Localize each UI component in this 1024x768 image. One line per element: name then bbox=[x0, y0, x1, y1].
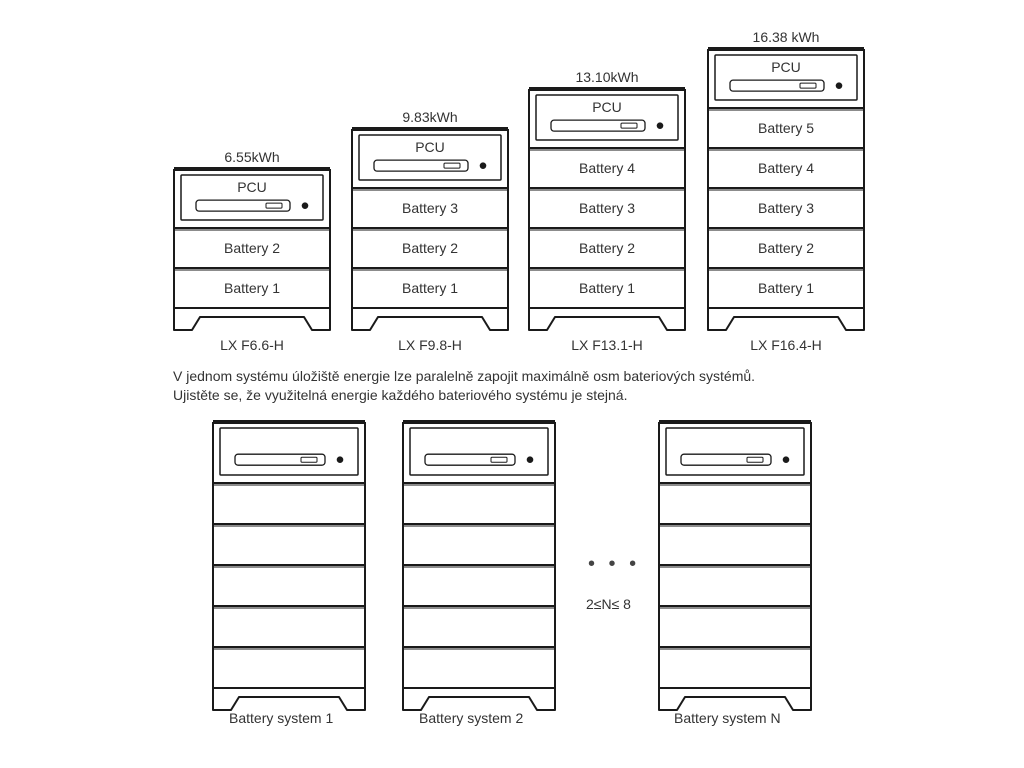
range-label: 2≤N≤ 8 bbox=[586, 596, 631, 612]
battery-module bbox=[659, 483, 811, 524]
note-line-1: V jednom systému úložiště energie lze paralelně zapojit maximálně osm bateriových systémů. bbox=[173, 368, 756, 384]
system-label: Battery system N bbox=[674, 710, 781, 726]
pcu-display-slot bbox=[196, 200, 290, 211]
system-label: Battery system 1 bbox=[229, 710, 334, 726]
power-button-icon bbox=[527, 456, 534, 463]
battery-label: Battery 3 bbox=[578, 200, 636, 216]
power-button-icon bbox=[480, 162, 487, 169]
pcu-label: PCU bbox=[237, 179, 267, 195]
power-button-icon bbox=[783, 456, 790, 463]
cabinet-base bbox=[352, 308, 508, 330]
battery-label: Battery 1 bbox=[578, 280, 636, 296]
pcu-display-slot bbox=[681, 454, 771, 465]
battery-label: Battery 5 bbox=[757, 120, 815, 136]
pcu-display-slot bbox=[730, 80, 824, 91]
power-button-icon bbox=[302, 202, 309, 209]
pcu-display-slot bbox=[425, 454, 515, 465]
battery-label: Battery 3 bbox=[401, 200, 459, 216]
battery-label: Battery 2 bbox=[757, 240, 815, 256]
battery-label: Battery 2 bbox=[401, 240, 459, 256]
model-label: LX F16.4-H bbox=[750, 337, 822, 353]
battery-label: Battery 4 bbox=[757, 160, 815, 176]
pcu-label: PCU bbox=[415, 139, 445, 155]
battery-module bbox=[213, 606, 365, 647]
battery-module bbox=[659, 606, 811, 647]
battery-label: Battery 2 bbox=[578, 240, 636, 256]
capacity-label: 16.38 kWh bbox=[752, 29, 820, 45]
battery-label: Battery 1 bbox=[401, 280, 459, 296]
model-label: LX F13.1-H bbox=[571, 337, 643, 353]
battery-module bbox=[213, 647, 365, 688]
battery-module bbox=[403, 647, 555, 688]
capacity-label: 6.55kWh bbox=[224, 149, 280, 165]
cabinet-base bbox=[213, 688, 365, 710]
power-button-icon bbox=[337, 456, 344, 463]
model-label: LX F9.8-H bbox=[398, 337, 462, 353]
cabinet-base bbox=[659, 688, 811, 710]
pcu-panel bbox=[410, 428, 548, 475]
battery-module bbox=[659, 647, 811, 688]
battery-module bbox=[403, 483, 555, 524]
battery-module bbox=[403, 606, 555, 647]
pcu-label: PCU bbox=[771, 59, 801, 75]
battery-module bbox=[213, 565, 365, 606]
cabinet-base bbox=[529, 308, 685, 330]
pcu-panel bbox=[220, 428, 358, 475]
pcu-display-slot bbox=[235, 454, 325, 465]
cabinet-base bbox=[174, 308, 330, 330]
capacity-label: 9.83kWh bbox=[402, 109, 458, 125]
pcu-label: PCU bbox=[592, 99, 622, 115]
battery-label: Battery 1 bbox=[223, 280, 281, 296]
battery-module bbox=[659, 524, 811, 565]
battery-module bbox=[403, 565, 555, 606]
battery-label: Battery 1 bbox=[757, 280, 815, 296]
power-button-icon bbox=[836, 82, 843, 89]
ellipsis-dots: • • • bbox=[588, 553, 641, 575]
system-label: Battery system 2 bbox=[419, 710, 524, 726]
note-line-2: Ujistěte se, že využitelná energie každého bateriového systému je stejná. bbox=[173, 387, 628, 403]
battery-module bbox=[403, 524, 555, 565]
cabinet-base bbox=[403, 688, 555, 710]
pcu-panel bbox=[666, 428, 804, 475]
battery-module bbox=[213, 483, 365, 524]
capacity-label: 13.10kWh bbox=[575, 69, 639, 85]
battery-label: Battery 2 bbox=[223, 240, 281, 256]
power-button-icon bbox=[657, 122, 664, 129]
battery-label: Battery 3 bbox=[757, 200, 815, 216]
pcu-display-slot bbox=[551, 120, 645, 131]
model-label: LX F6.6-H bbox=[220, 337, 284, 353]
battery-module bbox=[213, 524, 365, 565]
battery-module bbox=[659, 565, 811, 606]
battery-label: Battery 4 bbox=[578, 160, 636, 176]
pcu-display-slot bbox=[374, 160, 468, 171]
cabinet-base bbox=[708, 308, 864, 330]
